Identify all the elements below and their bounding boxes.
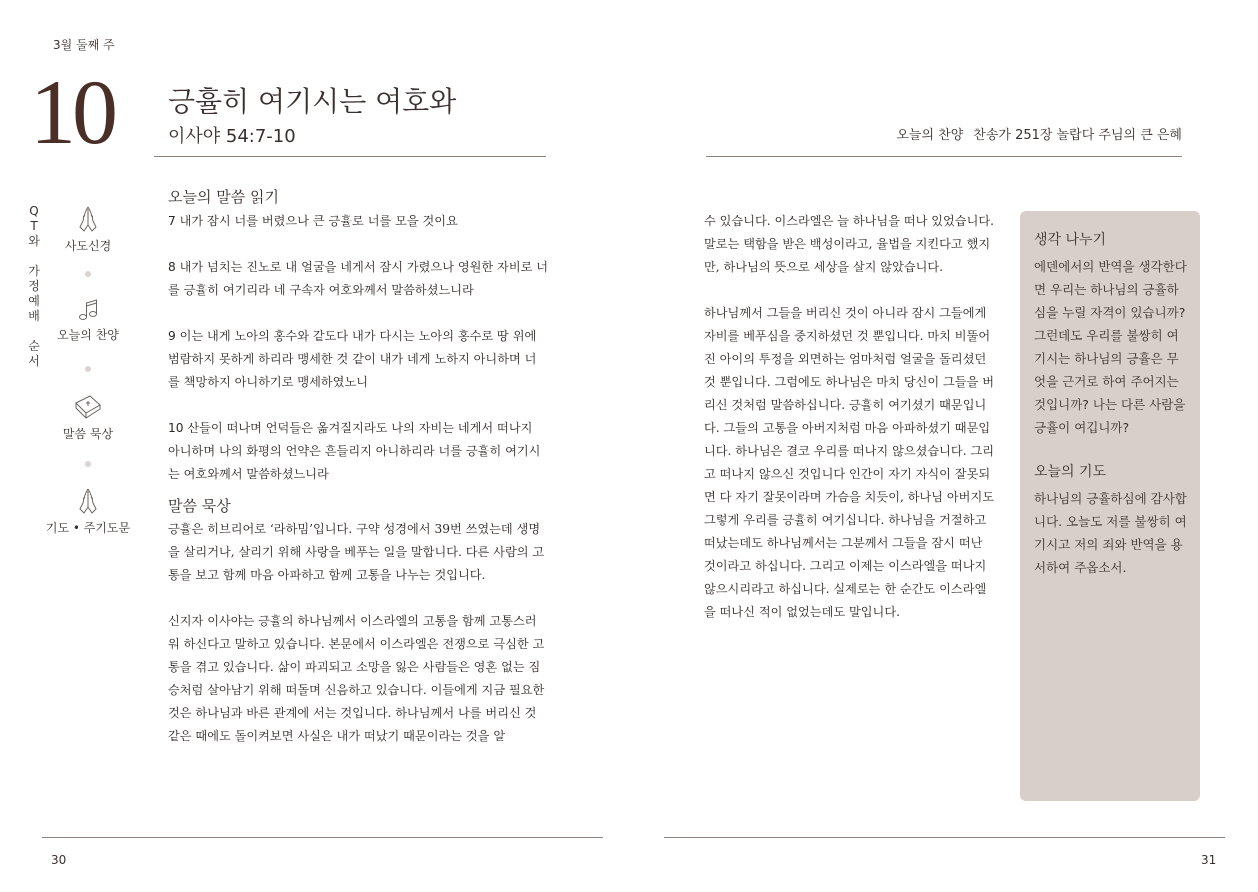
paragraph: 수 있습니다. 이스라엘은 늘 하나님을 떠나 있었습니다. 말로는 택함을 받은 백성이라고, 율법을 지킨다고 했지만, 하나님의 뜻으로 세상을 살지 않았습니다. — [704, 214, 995, 274]
praying-hands-icon — [75, 487, 101, 515]
header-divider-right — [706, 156, 1182, 157]
sharing-heading: 생각 나누기 — [1034, 232, 1107, 248]
header-divider-left — [154, 156, 546, 157]
hymn-text: 찬송가 251장 놀랍다 주님의 큰 은혜 — [973, 128, 1182, 143]
paragraph: 하나님께서 그들을 버리신 것이 아니라 잠시 그들에게 자비를 베푸심을 중지하셨던 것 뿐입니다. 마치 비뚤어진 아이의 투정을 외면하는 엄마처럼 얼굴을 돌리셨던 것 뿐입니다. 그럼에도 하나님은 마치 당신이 그들을 버리신 것처럼 말씀하십니다. 긍휼히 여기셨기 때문입니다. 그들의 고통을 아버지처럼 마음 아파하셨기 때문입니다. 하나님은 결코 우리를 떠나지 않으셨습니다. 그리고 떠나지 않으신 것입니다 인간이 자기 자식이 잘못되면 다 자기 잘못이라며 가슴을 치듯이, 하나님 아버지도 그렇게 우리를 긍휼히 여기십니다. 하나님을 거절하고 떠났는데도 하나님께서는 그분께서 그들을 잠시 떠난 것이라고 하십니다. 그리고 이제는 이스라엘을 떠나지 않으시리라고 하십니다. 실제로는 한 순간도 이스라엘을 떠나신 적이 없었는데도 말입니다. — [704, 306, 995, 619]
vertical-title: Q T 와 가 정 예 배 순 서 — [28, 204, 40, 368]
verse: 8 내가 넘치는 진노로 내 얼굴을 네게서 잠시 가렸으나 영원한 자비로 너를 긍휼히 여기리라 네 구속자 여호와께서 말씀하셨느니라 — [168, 260, 549, 297]
verse: 9 이는 내게 노아의 홍수와 같도다 내가 다시는 노아의 홍수로 땅 위에 범람하지 못하게 하리라 맹세한 것 같이 내가 네게 노하지 아니하며 너를 책망하지 아니하기로 맹세하였노니 — [168, 329, 537, 389]
page-title: 긍휼히 여기시는 여호와 — [168, 85, 457, 118]
bible-book-icon — [73, 393, 103, 421]
scripture-passage — [168, 210, 548, 486]
music-note-icon — [77, 298, 99, 322]
day-number: 10 — [30, 61, 114, 163]
prayer-heading: 오늘의 기도 — [1034, 464, 1107, 480]
sidebar-item-label: 사도신경 — [64, 239, 112, 253]
sharing-text: 에덴에서의 반역을 생각한다면 우리는 하나님의 긍휼하심을 누릴 자격이 있습니까? 그런데도 우리를 불쌍히 여기시는 하나님의 긍휼은 무엇을 근거로 하여 주어지는 것입니까? 나는 다른 사람을 긍휼이 여깁니까? — [1034, 259, 1187, 435]
divider-dot — [85, 271, 91, 277]
sidebar-item-meditation[interactable] — [48, 393, 128, 442]
footer-divider-right — [664, 837, 1225, 838]
sidebar-item-apostles-creed[interactable] — [48, 205, 128, 254]
sidebar-item-prayer[interactable] — [36, 487, 140, 536]
page-number-right: 31 — [1201, 853, 1217, 867]
praying-hands-icon — [75, 205, 101, 233]
page-number-left: 30 — [51, 853, 67, 867]
verse: 7 내가 잠시 너를 버렸으나 큰 긍휼로 너를 모을 것이요 — [168, 214, 458, 228]
divider-dot — [85, 366, 91, 372]
footer-divider-left — [42, 837, 603, 838]
week-label: 3월 둘째 주 — [53, 38, 115, 52]
meditation-heading: 말씀 묵상 — [168, 497, 231, 515]
scripture-reference: 이사야 54:7-10 — [168, 126, 296, 147]
hymn-line — [896, 124, 1182, 143]
sidebar-item-label: 기도 • 주기도문 — [45, 521, 131, 535]
sidebar-item-label: 말씀 묵상 — [62, 427, 114, 441]
sidebar-item-label: 오늘의 찬양 — [57, 328, 119, 342]
sidebar-item-hymn[interactable] — [48, 298, 128, 343]
meditation-text-left — [168, 518, 548, 748]
prayer-text: 하나님의 긍휼하심에 감사합니다. 오늘도 저를 불쌍히 여기시고 저의 죄와 반역을 용서하여 주옵소서. — [1034, 491, 1187, 575]
paragraph: 신지자 이사야는 긍휼의 하나님께서 이스라엘의 고통을 함께 고통스러워 하신다고 말하고 있습니다. 본문에서 이스라엘은 전쟁으로 극심한 고통을 겪고 있습니다. 삶이 파괴되고 소망을 잃은 사람들은 영혼 없는 짐승처럼 살아남기 위해 떠돌며 신음하고 있습니다. 이들에게 지금 필요한 것은 하나님과 바른 관계에 서는 것입니다. 하나님께서 나를 버리신 것 같은 때에도 돌이켜보면 사실은 내가 떠났기 때문이라는 것을 알 — [168, 614, 545, 743]
sharing-box — [1020, 211, 1200, 801]
hymn-label: 오늘의 찬양 — [896, 128, 964, 143]
meditation-text-right — [704, 210, 996, 624]
divider-dot — [85, 461, 91, 467]
verse: 10 산들이 떠나며 언덕들은 옮겨질지라도 나의 자비는 네게서 떠나지 아니하며 나의 화평의 언약은 흔들리지 아니하리라 너를 긍휼히 여기시는 여호와께서 말씀하셨느니라 — [168, 421, 541, 481]
reading-heading: 오늘의 말씀 읽기 — [168, 188, 279, 206]
paragraph: 긍휼은 히브리어로 ‘라하밈’입니다. 구약 성경에서 39번 쓰였는데 생명을 살리거나, 살리기 위해 사랑을 베푸는 일을 말합니다. 다른 사람의 고통을 보고 함께 마음 아파하고 함께 고통을 나누는 것입니다. — [168, 522, 545, 582]
